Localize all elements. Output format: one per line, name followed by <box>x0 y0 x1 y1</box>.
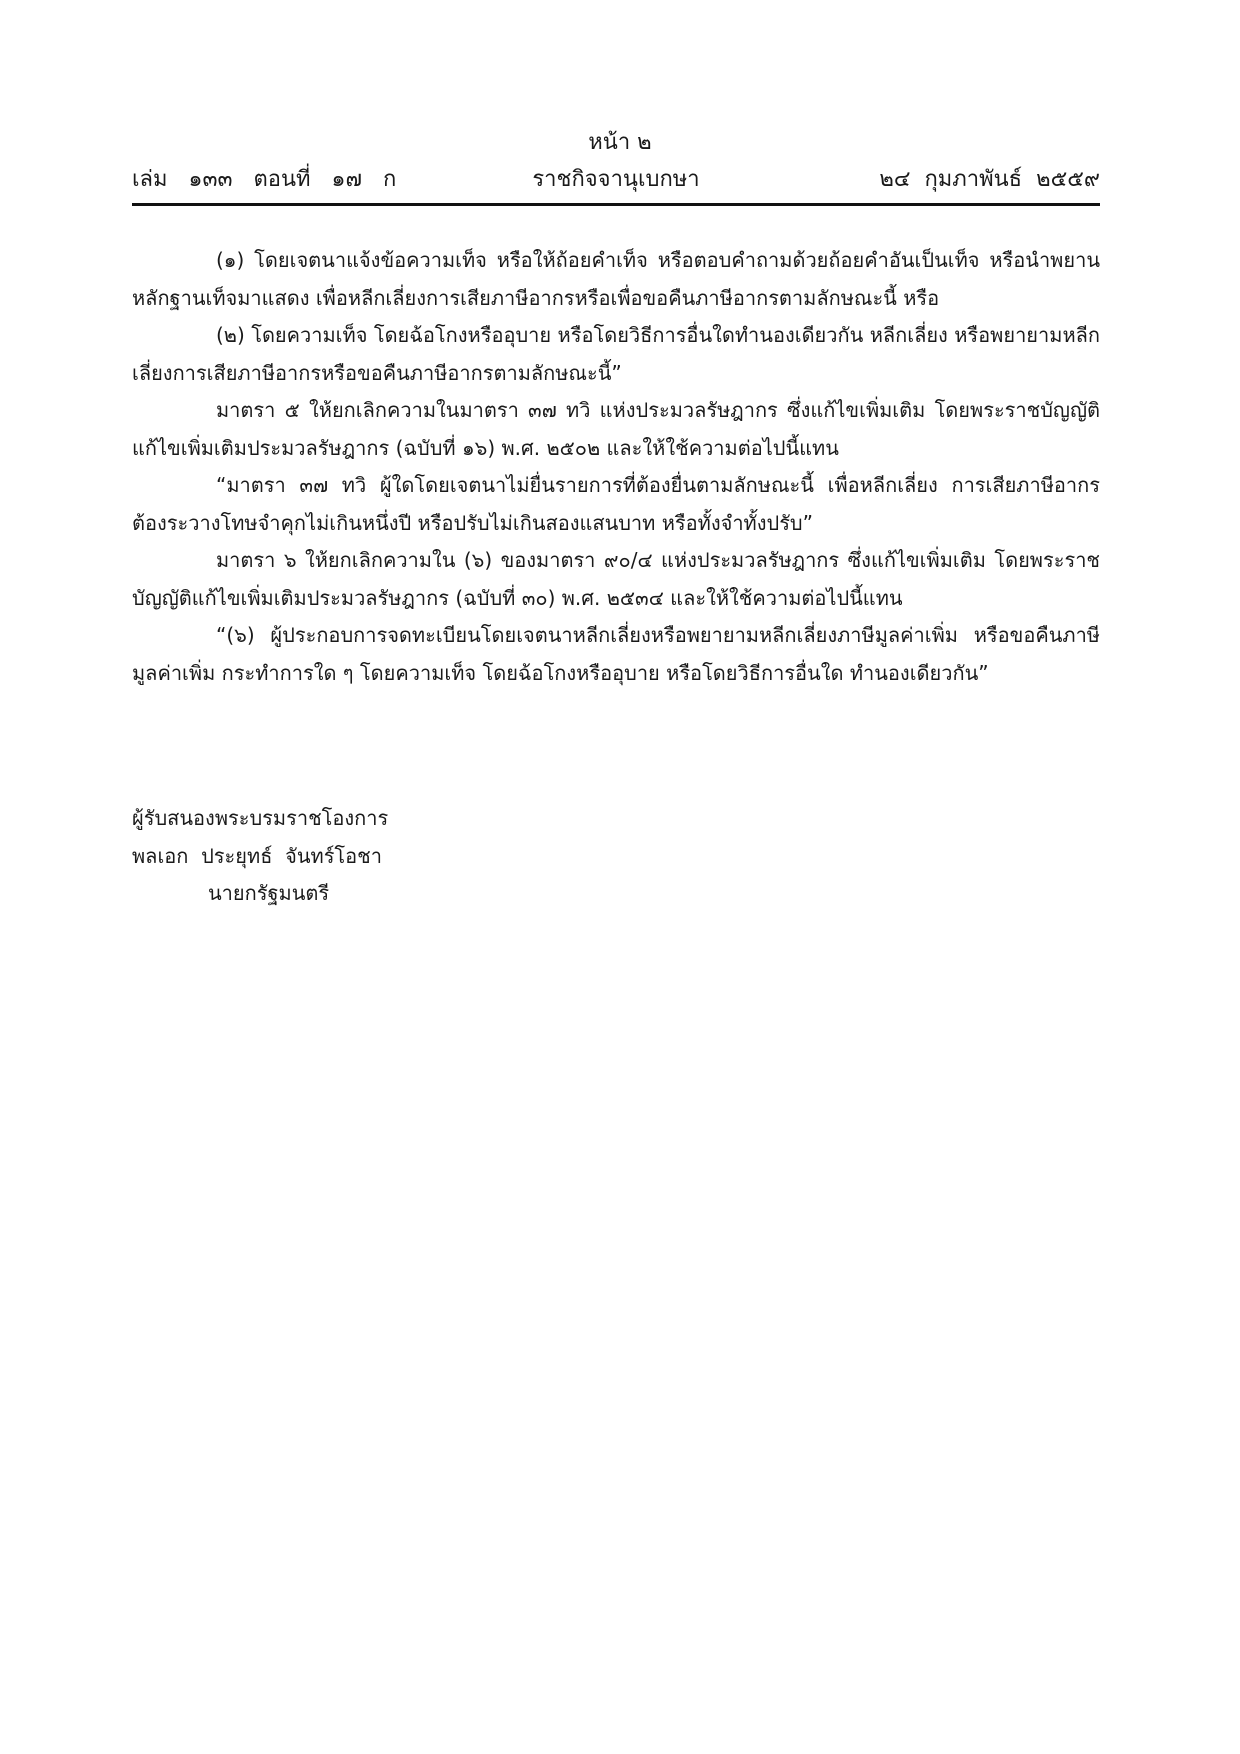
clause-2: (๒) โดยความเท็จ โดยฉ้อโกงหรืออุบาย หรือโดยวิธีการอื่นใดทำนองเดียวกัน หลีกเลี่ยง หรือพยายามหลีกเลี่ยงการเสียภาษีอากรหรือขอคืนภาษีอากรตามลักษณะนี้” <box>132 323 1100 385</box>
header-divider <box>132 203 1100 206</box>
countersign-label: ผู้รับสนองพระบรมราชโองการ <box>132 806 389 830</box>
section-5: มาตรา ๕ ให้ยกเลิกความในมาตรา ๓๗ ทวิ แห่งประมวลรัษฎากร ซึ่งแก้ไขเพิ่มเติม โดยพระราชบัญญัติแก้ไขเพิ่มเติมประมวลรัษฎากร (ฉบับที่ ๑๖) พ.ศ. ๒๕๐๒ และให้ใช้ความต่อไปนี้แทน <box>132 398 1100 460</box>
clause-1: (๑) โดยเจตนาแจ้งข้อความเท็จ หรือให้ถ้อยคำเท็จ หรือตอบคำถามด้วยถ้อยคำอันเป็นเท็จ หรือนำพยานหลักฐานเท็จมาแสดง เพื่อหลีกเลี่ยงการเสียภาษีอากรหรือเพื่อขอคืนภาษีอากรตามลักษณะนี้ หรือ <box>132 248 1100 310</box>
signatory-name: พลเอก ประยุทธ์ จันทร์โอชา <box>132 843 382 868</box>
volume-issue: เล่ม ๑๓๓ ตอนที่ ๑๗ ก <box>132 167 397 192</box>
section-37-bis-text: “มาตรา ๓๗ ทวิ ผู้ใดโดยเจตนาไม่ยื่นรายการที่ต้องยื่นตามลักษณะนี้ เพื่อหลีกเลี่ยง การเสียภาษีอากร ต้องระวางโทษจำคุกไม่เกินหนึ่งปี หรือปรับไม่เกินสองแสนบาท หรือทั้งจำทั้งปรับ” <box>132 473 1100 535</box>
publication-name: ราชกิจจานุเบกษา <box>532 167 700 192</box>
clause-6-text: “(๖) ผู้ประกอบการจดทะเบียนโดยเจตนาหลีกเลี่ยงหรือพยายามหลีกเลี่ยงภาษีมูลค่าเพิ่ม หรือขอคืนภาษีมูลค่าเพิ่ม กระทำการใด ๆ โดยความเท็จ โดยฉ้อโกงหรืออุบาย หรือโดยวิธีการอื่นใด ทำนองเดียวกัน” <box>132 623 1100 685</box>
page-number: หน้า ๒ <box>588 130 652 155</box>
publication-date: ๒๔ กุมภาพันธ์ ๒๕๕๙ <box>879 167 1100 192</box>
document-body <box>132 242 1100 692</box>
gazette-header <box>132 165 1100 201</box>
signatory-title: นายกรัฐมนตรี <box>208 881 330 905</box>
section-6: มาตรา ๖ ให้ยกเลิกความใน (๖) ของมาตรา ๙๐/๔ แห่งประมวลรัษฎากร ซึ่งแก้ไขเพิ่มเติม โดยพระราชบัญญัติแก้ไขเพิ่มเติมประมวลรัษฎากร (ฉบับที่ ๓๐) พ.ศ. ๒๕๓๔ และให้ใช้ความต่อไปนี้แทน <box>132 548 1100 610</box>
signature-block <box>132 800 732 913</box>
